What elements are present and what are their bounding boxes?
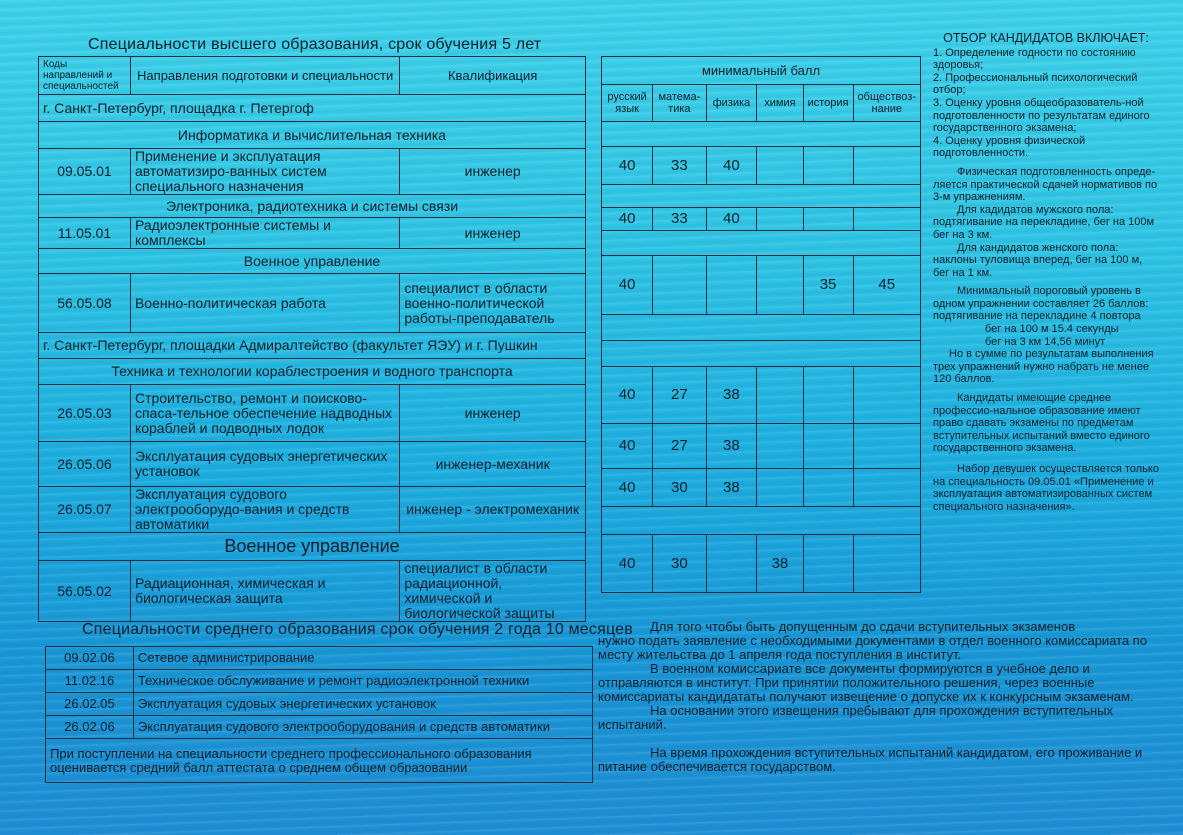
min-score-table bbox=[601, 56, 921, 593]
score-cell bbox=[757, 208, 803, 231]
physical-male: Для кадидатов мужского пола: подтягивание на перекладине, бег на 100м бег на 3 км. bbox=[933, 203, 1155, 241]
score-cell bbox=[757, 367, 803, 424]
girls-text: Набор девушек осуществляется только на специальность 09.05.01 «Применение и эксплуатация автоматизированных систем специального назначения». bbox=[933, 463, 1159, 513]
spec-qualification: инженер - электромеханик bbox=[400, 487, 586, 533]
section-electronics: Электроника, радиотехника и системы связи bbox=[39, 195, 586, 218]
col-russian: русский язык bbox=[602, 85, 653, 122]
physical-intro: Физическая подготовленность опреде-ляется практической сдачей нормативов по 3-м упражнениям. bbox=[933, 165, 1158, 204]
spec-name: Строительство, ремонт и поисково-спаса-тельное обеспечение надводных кораблей и подводных лодок bbox=[130, 385, 399, 442]
score-cell: 27 bbox=[653, 367, 706, 424]
secondary-education-title: Специальности среднего образования срок обучения 2 года 10 месяцев bbox=[82, 621, 633, 638]
admission-text bbox=[598, 620, 1158, 774]
spec-name: Военно-политическая работа bbox=[130, 274, 399, 333]
section-military-1: Военное управление bbox=[39, 249, 586, 274]
score-cell bbox=[757, 256, 803, 315]
col-social: обществоз-нание bbox=[853, 85, 920, 122]
table-row bbox=[46, 647, 593, 670]
col-chemistry: химия bbox=[757, 85, 803, 122]
spec-name: Сетевое администрирование bbox=[133, 647, 592, 670]
score-row bbox=[602, 469, 921, 507]
selection-panel bbox=[933, 32, 1159, 513]
total-score-text: Но в сумме по результатам выполнения трех упражнений нужно набрать не менее 120 баллов. bbox=[933, 348, 1154, 386]
min-score-header: минимальный балл bbox=[602, 57, 921, 85]
table-row bbox=[39, 561, 586, 622]
score-row bbox=[602, 256, 921, 315]
score-cell: 33 bbox=[653, 147, 706, 185]
spec-qualification: инженер bbox=[400, 149, 586, 195]
col-math: матема-тика bbox=[653, 85, 706, 122]
spec-qualification: инженер-механик bbox=[400, 442, 586, 487]
header-code: Коды направлений и специальностей bbox=[39, 57, 131, 95]
score-cell: 38 bbox=[706, 424, 757, 469]
spec-name: Техническое обслуживание и ремонт радиоэлектронной техники bbox=[133, 670, 592, 693]
score-cell: 40 bbox=[602, 256, 653, 315]
admission-p2: В военном комиссариате все документы формируются в учебное дело и отправляются в институт. При принятии положительного решения, через военные комиссариаты кандидататы получают извещение о допуске их к конкурсным экзаменам. bbox=[598, 661, 1134, 704]
table-row bbox=[46, 670, 593, 693]
score-row bbox=[602, 147, 921, 185]
score-cell bbox=[803, 367, 853, 424]
spec-code: 56.05.08 bbox=[39, 274, 131, 333]
table-row bbox=[39, 487, 586, 533]
score-cell: 40 bbox=[706, 208, 757, 231]
admission-p3: На основании этого извещения пребывают для прохождения вступительных испытаний. bbox=[598, 703, 1113, 732]
spec-qualification: инженер bbox=[400, 218, 586, 249]
score-cell: 35 bbox=[803, 256, 853, 315]
score-cell bbox=[803, 424, 853, 469]
spec-code: 26.05.07 bbox=[39, 487, 131, 533]
secondary-education-table bbox=[45, 646, 593, 783]
threshold-3km: бег на 3 км 14,56 минут bbox=[985, 335, 1106, 348]
score-cell: 30 bbox=[653, 535, 706, 593]
table-row bbox=[39, 218, 586, 249]
location-admiralty: г. Санкт-Петербург, площадки Адмиралтейство (факультет ЯЭУ) и г. Пушкин bbox=[39, 333, 586, 359]
spec-qualification: специалист в области радиационной, химической и биологической защиты bbox=[400, 561, 586, 622]
score-cell bbox=[757, 469, 803, 507]
spec-code: 26.05.06 bbox=[39, 442, 131, 487]
col-physics: физика bbox=[706, 85, 757, 122]
threshold-pullup: подтягивание на перекладине 4 повтора bbox=[933, 310, 1141, 323]
spec-code: 56.05.02 bbox=[39, 561, 131, 622]
score-row bbox=[602, 208, 921, 231]
spec-code: 26.02.05 bbox=[46, 693, 134, 716]
score-cell: 27 bbox=[653, 424, 706, 469]
spec-code: 09.02.06 bbox=[46, 647, 134, 670]
score-cell: 40 bbox=[602, 469, 653, 507]
score-row bbox=[602, 424, 921, 469]
selection-title: ОТБОР КАНДИДАТОВ ВКЛЮЧАЕТ: bbox=[943, 31, 1149, 45]
spec-code: 11.05.01 bbox=[39, 218, 131, 249]
score-cell bbox=[653, 256, 706, 315]
score-row bbox=[602, 367, 921, 424]
spec-name: Применение и эксплуатация автоматизиро-ванных систем специального назначения bbox=[130, 149, 399, 195]
score-cell: 38 bbox=[706, 469, 757, 507]
spec-code: 11.02.16 bbox=[46, 670, 134, 693]
score-cell bbox=[803, 535, 853, 593]
higher-education-table bbox=[38, 56, 586, 622]
score-cell: 40 bbox=[602, 208, 653, 231]
spec-qualification: специалист в области военно-политической работы-преподаватель bbox=[400, 274, 586, 333]
spec-name: Эксплуатация судового электрооборудования и средств автоматики bbox=[133, 716, 592, 739]
higher-education-title: Специальности высшего образования, срок обучения 5 лет bbox=[88, 36, 542, 53]
threshold-100m: бег на 100 м 15.4 секунды bbox=[985, 323, 1119, 336]
section-military-2: Военное управление bbox=[39, 533, 586, 561]
score-cell bbox=[706, 535, 757, 593]
spec-code: 26.05.03 bbox=[39, 385, 131, 442]
score-cell: 40 bbox=[706, 147, 757, 185]
score-cell: 40 bbox=[602, 367, 653, 424]
section-informatics: Информатика и вычислительная техника bbox=[39, 122, 586, 149]
admission-heading: Для того чтобы быть допущенным до сдачи вступительных экзаменов bbox=[650, 619, 1076, 634]
table-row bbox=[39, 385, 586, 442]
spec-qualification: инженер bbox=[400, 385, 586, 442]
selection-item: 2. Профессиональный психологический отбор; bbox=[933, 71, 1138, 97]
secondary-note: При поступлении на специальности среднего профессионального образования оценивается средний балл аттестата о среднем общем образовании bbox=[46, 739, 593, 783]
admission-p4: На время прохождения вступительных испытаний кандидатом, его проживание и питание обеспечивается государством. bbox=[598, 745, 1143, 774]
admission-p1: нужно подать заявление с необходимыми документами в отдел военного комиссариата по месту жительства до 1 апреля года поступления в институт. bbox=[598, 633, 1148, 662]
table-row bbox=[46, 693, 593, 716]
score-cell bbox=[853, 208, 920, 231]
header-direction: Направления подготовки и специальности bbox=[130, 57, 399, 95]
threshold-text: Минимальный пороговый уровень в одном упражнении составляет 26 баллов: bbox=[933, 285, 1149, 310]
score-cell bbox=[757, 147, 803, 185]
section-shipbuilding: Техника и технологии кораблестроения и водного транспорта bbox=[39, 359, 586, 385]
score-cell bbox=[803, 208, 853, 231]
score-cell bbox=[853, 469, 920, 507]
spec-name: Эксплуатация судового электрооборудо-вания и средств автоматики bbox=[130, 487, 399, 533]
table-row bbox=[39, 442, 586, 487]
spec-name: Эксплуатация судовых энергетических установок bbox=[130, 442, 399, 487]
score-cell: 40 bbox=[602, 147, 653, 185]
score-cell bbox=[803, 469, 853, 507]
score-cell bbox=[853, 535, 920, 593]
score-cell: 38 bbox=[757, 535, 803, 593]
score-cell: 45 bbox=[853, 256, 920, 315]
physical-female: Для кандидатов женского пола: наклоны туловища вперед, бег на 100 м, бег на 1 км. bbox=[933, 241, 1143, 279]
score-cell bbox=[853, 367, 920, 424]
score-cell bbox=[853, 424, 920, 469]
spec-name: Радиоэлектронные системы и комплексы bbox=[130, 218, 399, 249]
header-qualification: Квалификация bbox=[400, 57, 586, 95]
spec-name: Радиационная, химическая и биологическая защита bbox=[130, 561, 399, 622]
score-cell bbox=[706, 256, 757, 315]
table-row bbox=[39, 149, 586, 195]
location-peterhof: г. Санкт-Петербург, площадка г. Петергоф bbox=[39, 95, 586, 122]
score-row bbox=[602, 535, 921, 593]
spec-name: Эксплуатация судовых энергетических установок bbox=[133, 693, 592, 716]
score-cell: 40 bbox=[602, 535, 653, 593]
table-row bbox=[46, 716, 593, 739]
score-cell bbox=[853, 147, 920, 185]
spec-code: 26.02.06 bbox=[46, 716, 134, 739]
col-history: история bbox=[803, 85, 853, 122]
selection-item: 4. Оценку уровня физической подготовленности. bbox=[933, 134, 1086, 160]
score-cell: 38 bbox=[706, 367, 757, 424]
score-cell: 30 bbox=[653, 469, 706, 507]
table-row bbox=[39, 274, 586, 333]
selection-item: 3. Оценку уровня общеобразователь-ной подготовленности по результатам единого государственного экзамена; bbox=[933, 96, 1150, 135]
spec-code: 09.05.01 bbox=[39, 149, 131, 195]
score-cell bbox=[757, 424, 803, 469]
spo-text: Кандидаты имеющие среднее профессио-нальное образование имеют право сдавать экзамены по предметам вступительных испытаний вместо единого государственного экзамена. bbox=[933, 392, 1150, 455]
score-cell: 40 bbox=[602, 424, 653, 469]
score-cell bbox=[803, 147, 853, 185]
score-cell: 33 bbox=[653, 208, 706, 231]
selection-item: 1. Определение годности по состоянию здоровья; bbox=[933, 46, 1136, 72]
